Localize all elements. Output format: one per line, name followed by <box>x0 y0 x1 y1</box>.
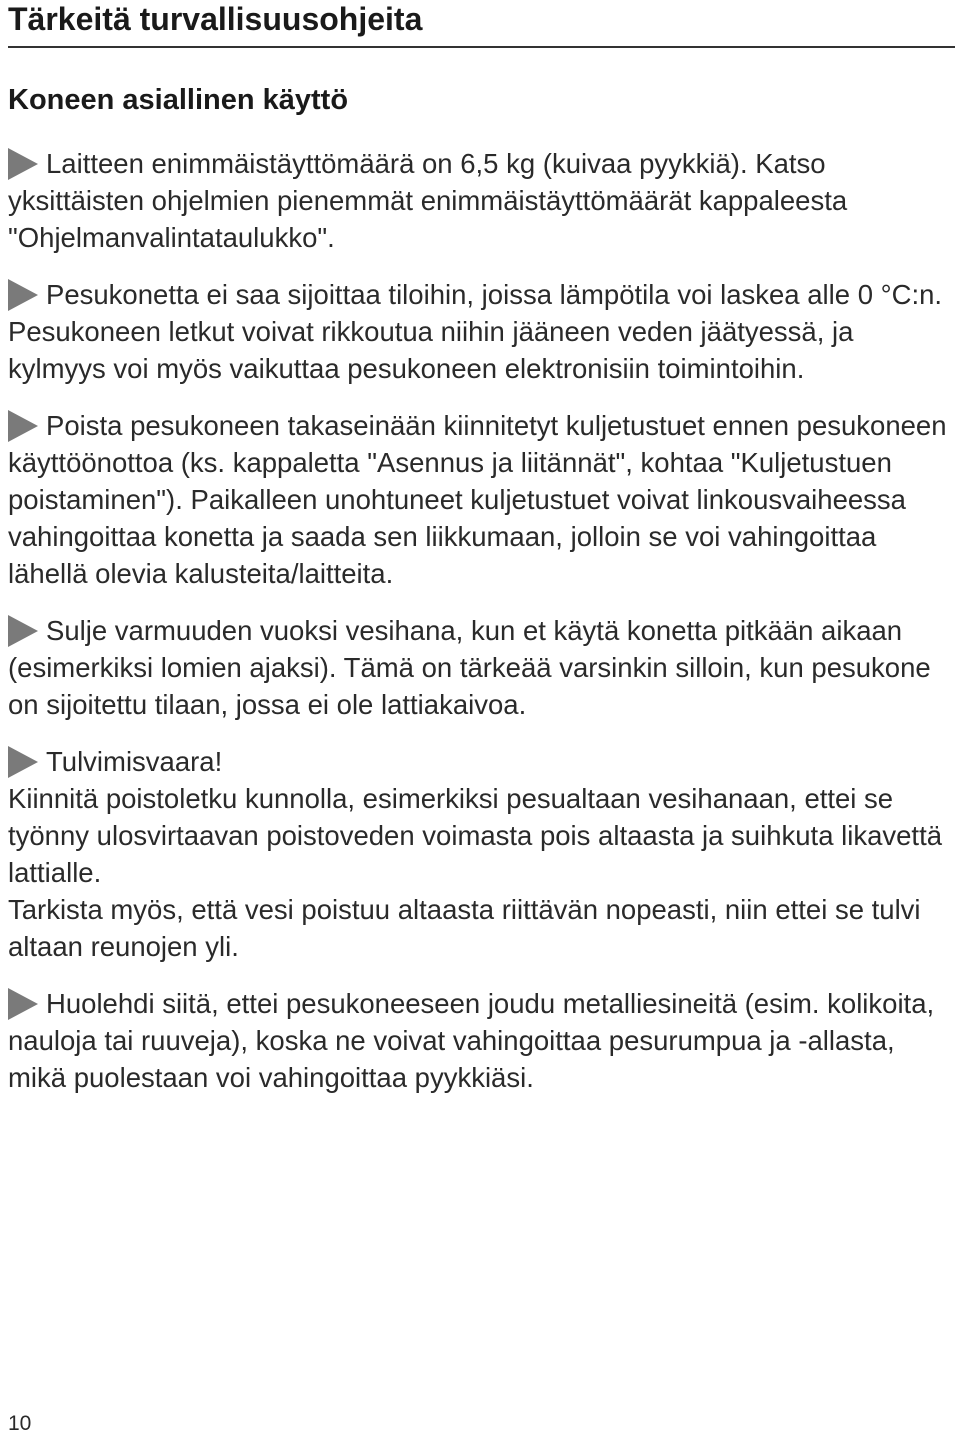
instruction-item <box>8 407 956 592</box>
instruction-text: Sulje varmuuden vuoksi vesihana, kun et käytä konetta pitkään aikaan (esimerkiksi lomien ajaksi). Tämä on tärkeää varsinkin silloin, kun pesukone on sijoitettu tilaan, jossa ei ole lattiakaivoa. <box>8 615 931 720</box>
triangle-arrow-icon <box>8 279 38 311</box>
safety-instructions-list <box>8 145 956 1116</box>
instruction-item <box>8 145 956 256</box>
section-heading: Koneen asiallinen käyttö <box>8 84 349 116</box>
triangle-arrow-icon <box>8 746 38 778</box>
instruction-text: Poista pesukoneen takaseinään kiinnitetyt kuljetustuet ennen pesukoneen käyttöönottoa (ks. kappaletta "Asennus ja liitännät", kohtaa "Kuljetustuen poistaminen"). Paikalleen unohtuneet kuljetustuet voivat linkousvaiheessa vahingoittaa konetta ja saada sen liikkumaan, jolloin se voi vahingoittaa lähellä olevia kalusteita/laitteita. <box>8 410 947 589</box>
triangle-arrow-icon <box>8 148 38 180</box>
instruction-text: Laitteen enimmäistäyttömäärä on 6,5 kg (kuivaa pyykkiä). Katso yksittäisten ohjelmien pienemmät enimmäistäyttömäärät kappaleesta "Ohjelmanvalintataulukko". <box>8 148 848 253</box>
instruction-text: Pesukonetta ei saa sijoittaa tiloihin, joissa lämpötila voi laskea alle 0 °C:n. Pesukoneen letkut voivat rikkoutua niihin jääneen veden jäätyessä, ja kylmyys voi myös vaikuttaa pesukoneen elektronisiin toimintoihin. <box>8 279 943 384</box>
triangle-arrow-icon <box>8 410 38 442</box>
triangle-arrow-icon <box>8 988 38 1020</box>
triangle-arrow-icon <box>8 615 38 647</box>
page-number: 10 <box>8 1412 32 1435</box>
instruction-item <box>8 276 956 387</box>
title-divider <box>8 46 955 48</box>
instruction-text: Tarkista myös, että vesi poistuu altaasta riittävän nopeasti, niin ettei se tulvi altaan reunojen yli. <box>8 894 921 962</box>
instruction-item <box>8 743 956 965</box>
page-title: Tärkeitä turvallisuusohjeita <box>8 1 423 37</box>
warning-heading: Tulvimisvaara! <box>8 743 956 780</box>
instruction-text: Huolehdi siitä, ettei pesukoneeseen joudu metalliesineitä (esim. kolikoita, nauloja tai ruuveja), koska ne voivat vahingoittaa pesurumpua ja -allasta, mikä puolestaan voi vahingoittaa pyykkiäsi. <box>8 988 935 1093</box>
instruction-item <box>8 985 956 1096</box>
instruction-text: Kiinnitä poistoletku kunnolla, esimerkiksi pesualtaan vesihanaan, ettei se työnny ulosvirtaavan poistoveden voimasta pois altaasta ja suihkuta likavettä lattialle. <box>8 783 943 888</box>
instruction-item <box>8 612 956 723</box>
